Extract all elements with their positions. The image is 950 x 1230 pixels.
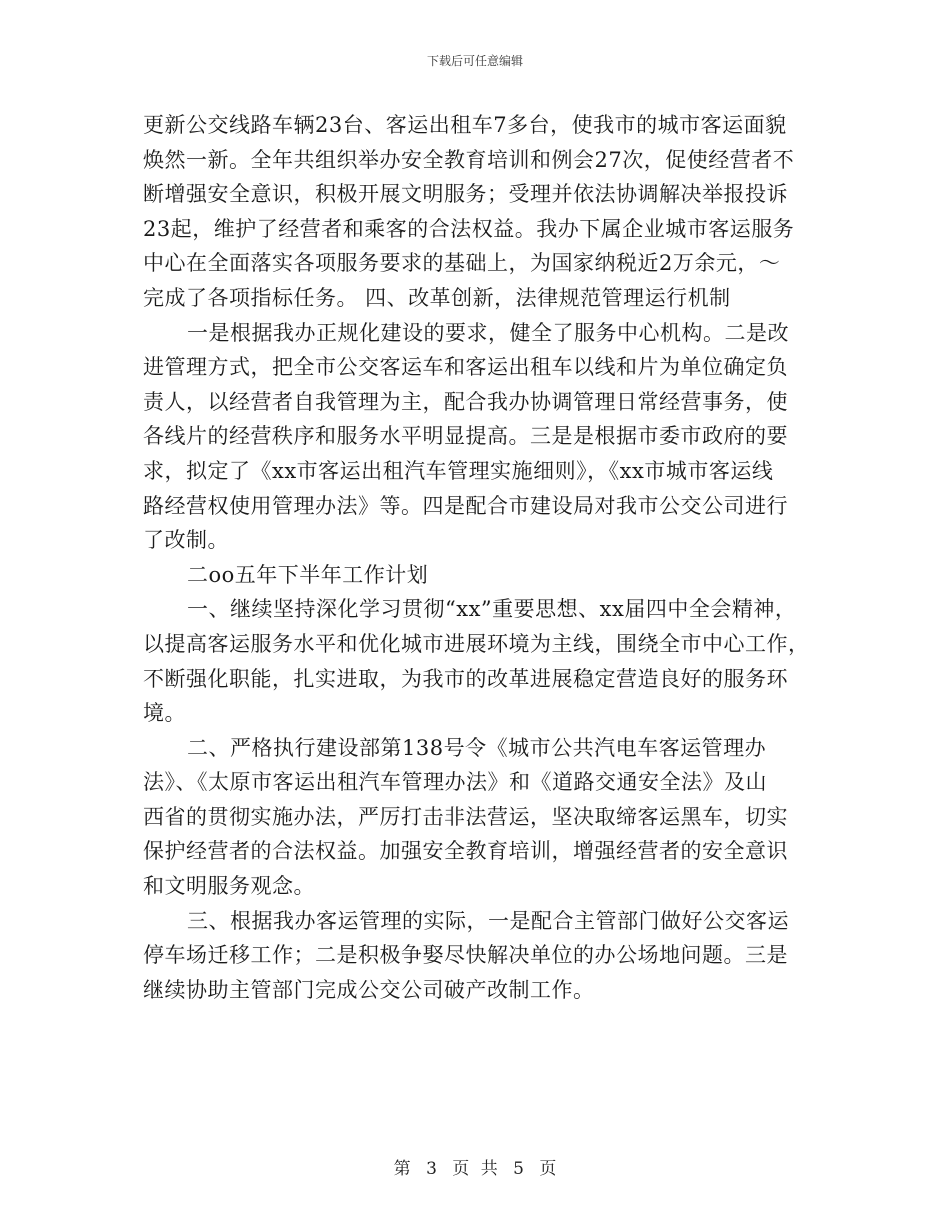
page-suffix: 页 <box>539 1159 557 1179</box>
paragraph-line: 境。 <box>143 701 186 726</box>
paragraph-line: 路经营权使用管理办法》等。四是配合市建设局对我市公交公司进行 <box>143 493 788 518</box>
paragraph-line: 三、根据我办客运管理的实际，一是配合主管部门做好公交客运 <box>187 908 789 933</box>
page-footer <box>0 1154 950 1179</box>
paragraph-line: 保护经营者的合法权益。加强安全教育培训，增强经营者的安全意识 <box>143 839 788 864</box>
page-total-number: 5 <box>513 1159 524 1179</box>
paragraph-line: 各线片的经营秩序和服务水平明显提高。三是是根据市委市政府的要 <box>143 424 788 449</box>
paragraph-line: 西省的贯彻实施办法，严厉打击非法营运，坚决取缔客运黑车，切实 <box>143 804 788 829</box>
paragraph-line: 更新公交线路车辆23台、客运出租车7多台，使我市的城市客运面貌 <box>143 113 787 137</box>
paragraph-line: 停车场迁移工作；二是积极争娶尽快解决单位的办公场地问题。三是 <box>143 943 788 968</box>
paragraph-line: 23起，维护了经营者和乘客的合法权益。我办下属企业城市客运服务 <box>143 216 795 241</box>
paragraph-line: 中心在全面落实各项服务要求的基础上，为国家纳税近2万余元，～ <box>143 251 781 276</box>
paragraph-line: 进管理方式，把全市公交客运车和客运出租车以线和片为单位确定负 <box>143 355 788 380</box>
paragraph-line: 一、继续坚持深化学习贯彻“xx”重要思想、xx届四中全会精神， <box>187 597 797 622</box>
paragraph-line: 和文明服务观念。 <box>143 874 315 899</box>
paragraph-line: 以提高客运服务水平和优化城市进展环境为主线，围绕全市中心工作， <box>143 631 810 656</box>
paragraph-line: 断增强安全意识，积极开展文明服务；受理并依法协调解决举报投诉 <box>143 182 788 207</box>
page-prefix: 第 <box>393 1159 411 1179</box>
paragraph-line: 不断强化职能，扎实进取，为我市的改革进展稳定营造良好的服务环 <box>143 666 788 691</box>
paragraph-line: 继续协助主管部门完成公交公司破产改制工作。 <box>143 977 595 1002</box>
paragraph-line: 焕然一新。全年共组织举办安全教育培训和例会27次，促使经营者不 <box>143 147 795 172</box>
paragraph-line: 责人，以经营者自我管理为主，配合我办协调管理日常经营事务，使 <box>143 389 788 414</box>
paragraph-line: 求，拟定了《xx市客运出租汽车管理实施细则》，《xx市城市客运线 <box>143 458 774 483</box>
page-mid-text: 页 共 <box>452 1159 498 1179</box>
page-header: 下载后可任意编辑 <box>426 54 523 68</box>
document-body <box>143 108 823 1007</box>
paragraph-line: 法》、《太原市客运出租汽车管理办法》和《道路交通安全法》及山 <box>143 770 767 795</box>
page-current-number: 3 <box>426 1159 437 1179</box>
paragraph-line: 二、严格执行建设部第138号令《城市公共汽电车客运管理办 <box>187 735 767 760</box>
section-heading: 二oo五年下半年工作计划 <box>187 562 429 587</box>
paragraph-line: 一是根据我办正规化建设的要求，健全了服务中心机构。二是改 <box>187 320 789 345</box>
paragraph-line: 完成了各项指标任务。 四、改革创新，法律规范管理运行机制 <box>143 285 731 310</box>
paragraph-line: 了改制。 <box>143 528 229 553</box>
